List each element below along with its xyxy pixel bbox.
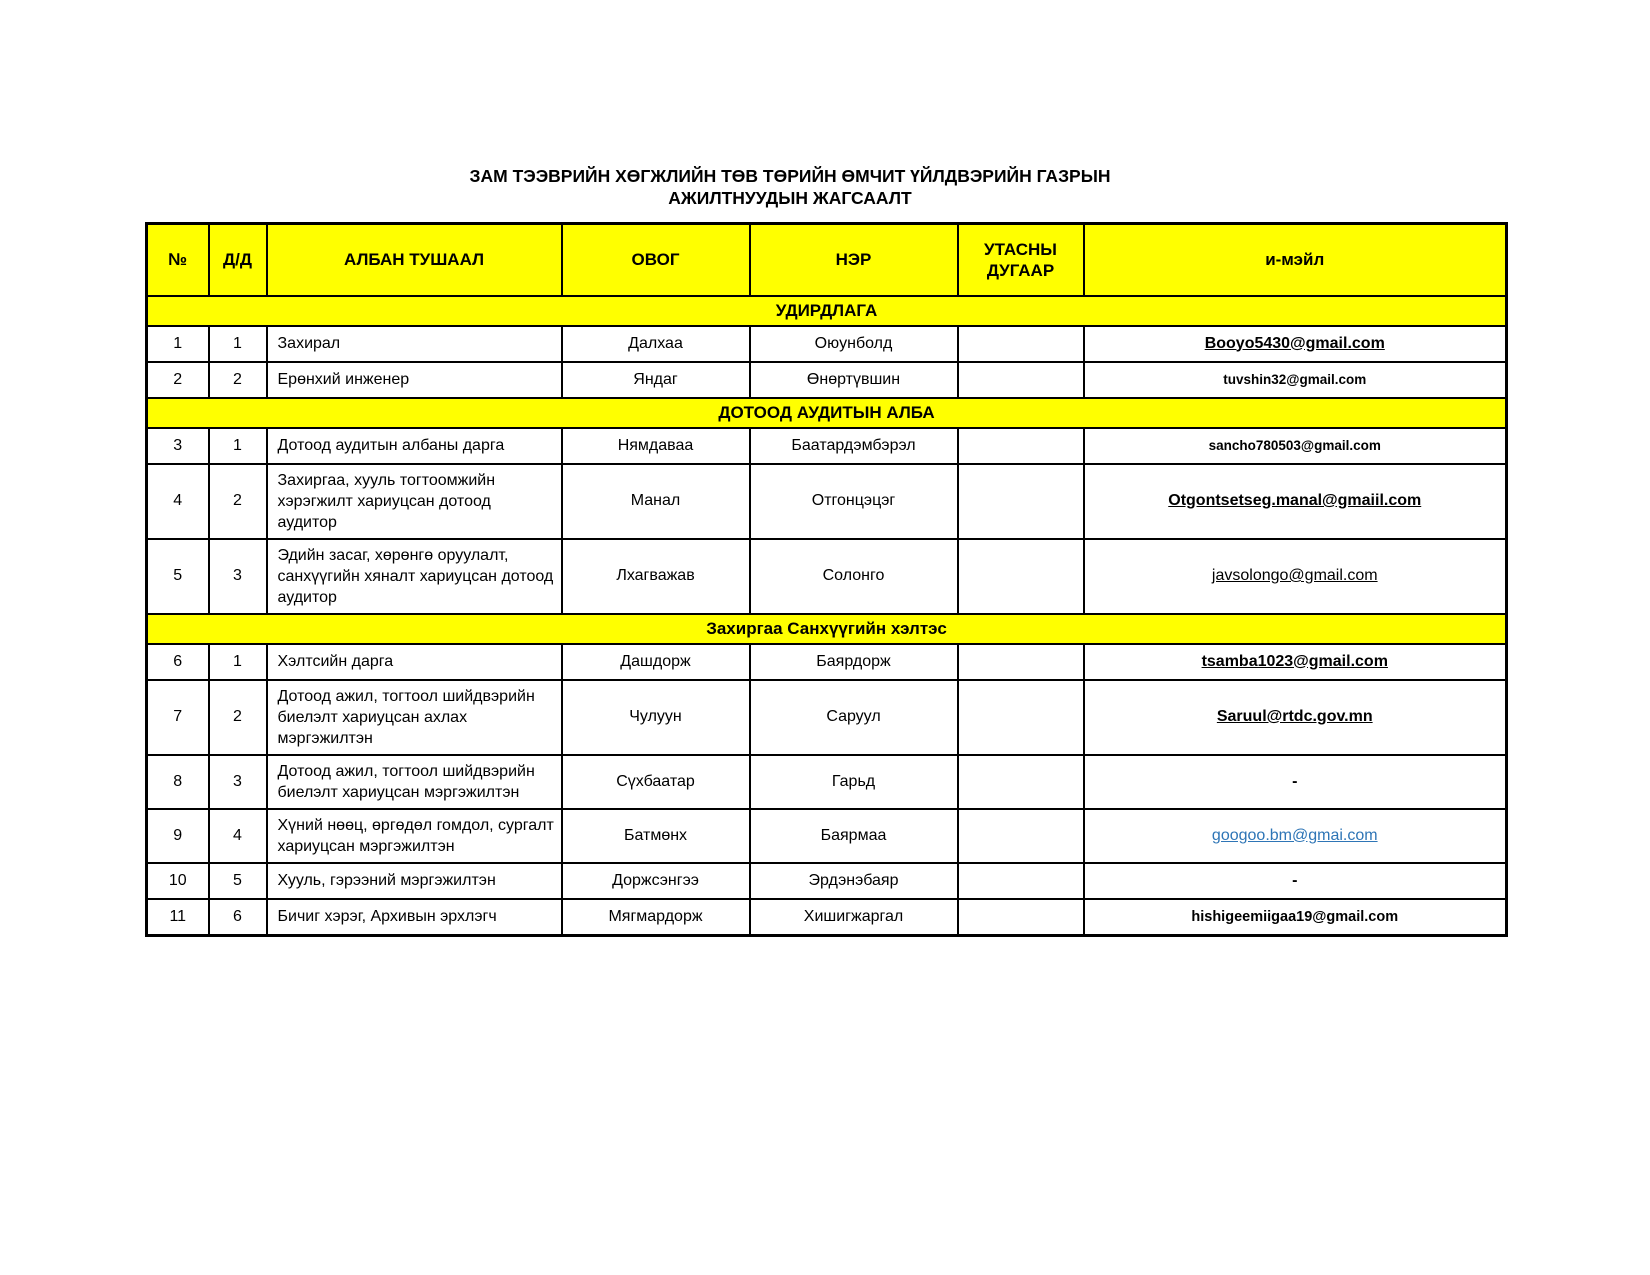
column-header-phone: УТАСНЫ ДУГААР: [958, 224, 1084, 296]
cell-no: 5: [147, 539, 209, 614]
table-row: [147, 464, 1507, 539]
cell-surname: Батмөнх: [562, 809, 750, 863]
cell-email: [1084, 899, 1507, 936]
cell-no: 2: [147, 362, 209, 398]
cell-position: Хууль, гэрээний мэргэжилтэн: [267, 863, 562, 899]
cell-email: [1084, 428, 1507, 464]
cell-no: 9: [147, 809, 209, 863]
cell-name: Саруул: [750, 680, 958, 755]
cell-phone: [958, 863, 1084, 899]
cell-phone: [958, 428, 1084, 464]
section-title: ДОТООД АУДИТЫН АЛБА: [147, 398, 1507, 428]
email-address[interactable]: Otgontsetseg.manal@gmaiil.com: [1168, 492, 1422, 509]
table-row: [147, 362, 1507, 398]
table-body: [147, 296, 1507, 936]
cell-phone: [958, 680, 1084, 755]
cell-email: [1084, 539, 1507, 614]
cell-no: 3: [147, 428, 209, 464]
cell-position: Захиргаа, хууль тогтоомжийн хэрэгжилт хариуцсан дотоод аудитор: [267, 464, 562, 539]
table-row: [147, 428, 1507, 464]
cell-position: Дотоод аудитын албаны дарга: [267, 428, 562, 464]
cell-position: Эдийн засаг, хөрөнгө оруулалт, санхүүгийн хяналт хариуцсан дотоод аудитор: [267, 539, 562, 614]
column-header-surname: ОВОГ: [562, 224, 750, 296]
cell-name: Хишигжаргал: [750, 899, 958, 936]
page-title-line1: ЗАМ ТЭЭВРИЙН ХӨГЖЛИЙН ТӨВ ТӨРИЙН ӨМЧИТ ҮЙЛДВЭРИЙН ГАЗРЫН: [469, 166, 1111, 186]
email-address: sancho780503@gmail.com: [1208, 437, 1381, 453]
cell-dd: 3: [209, 539, 267, 614]
cell-surname: Доржсэнгээ: [562, 863, 750, 899]
section-row-3: [147, 614, 1507, 644]
cell-position: Дотоод ажил, тогтоол шийдвэрийн биелэлт хариуцсан ахлах мэргэжилтэн: [267, 680, 562, 755]
cell-name: Баярдорж: [750, 644, 958, 680]
cell-email: [1084, 362, 1507, 398]
cell-position: Бичиг хэрэг, Архивын эрхлэгч: [267, 899, 562, 936]
cell-phone: [958, 362, 1084, 398]
cell-dd: 5: [209, 863, 267, 899]
cell-surname: Манал: [562, 464, 750, 539]
cell-position: Ерөнхий инженер: [267, 362, 562, 398]
cell-phone: [958, 755, 1084, 809]
cell-name: Эрдэнэбаяр: [750, 863, 958, 899]
cell-email: [1084, 644, 1507, 680]
cell-email: [1084, 863, 1507, 899]
column-header-email: и-мэйл: [1084, 224, 1507, 296]
email-address[interactable]: googoo.bm@gmai.com: [1211, 826, 1378, 844]
email-empty: -: [1292, 871, 1298, 889]
cell-phone: [958, 464, 1084, 539]
cell-surname: Чулуун: [562, 680, 750, 755]
column-header-position: АЛБАН ТУШААЛ: [267, 224, 562, 296]
page-title-line2: АЖИЛТНУУДЫН ЖАГСААЛТ: [668, 188, 912, 208]
section-row-1: [147, 296, 1507, 326]
cell-dd: 2: [209, 362, 267, 398]
table-row: [147, 644, 1507, 680]
cell-dd: 1: [209, 644, 267, 680]
cell-no: 7: [147, 680, 209, 755]
cell-dd: 2: [209, 464, 267, 539]
email-address[interactable]: Booyo5430@gmail.com: [1204, 334, 1385, 352]
cell-surname: Лхагважав: [562, 539, 750, 614]
table-row: [147, 326, 1507, 362]
cell-phone: [958, 899, 1084, 936]
email-address: tuvshin32@gmail.com: [1223, 371, 1367, 387]
cell-phone: [958, 644, 1084, 680]
section-title: УДИРДЛАГА: [147, 296, 1507, 326]
cell-name: Баярмаа: [750, 809, 958, 863]
cell-email: [1084, 809, 1507, 863]
cell-surname: Мягмардорж: [562, 899, 750, 936]
cell-surname: Нямдаваа: [562, 428, 750, 464]
email-address[interactable]: javsolongo@gmail.com: [1211, 567, 1378, 584]
cell-dd: 6: [209, 899, 267, 936]
cell-no: 1: [147, 326, 209, 362]
table-row: [147, 863, 1507, 899]
table-header-row: [147, 224, 1507, 296]
email-empty: -: [1292, 772, 1298, 790]
table-row: [147, 539, 1507, 614]
cell-email: [1084, 755, 1507, 809]
cell-dd: 1: [209, 428, 267, 464]
section-row-2: [147, 398, 1507, 428]
cell-email: [1084, 680, 1507, 755]
section-title: Захиргаа Санхүүгийн хэлтэс: [147, 614, 1507, 644]
cell-no: 4: [147, 464, 209, 539]
cell-position: Дотоод ажил, тогтоол шийдвэрийн биелэлт хариуцсан мэргэжилтэн: [267, 755, 562, 809]
column-header-name: НЭР: [750, 224, 958, 296]
cell-email: [1084, 326, 1507, 362]
cell-name: Отгонцэцэг: [750, 464, 958, 539]
email-address[interactable]: Saruul@rtdc.gov.mn: [1216, 708, 1373, 725]
cell-name: Баатардэмбэрэл: [750, 428, 958, 464]
cell-surname: Далхаа: [562, 326, 750, 362]
cell-name: Солонго: [750, 539, 958, 614]
cell-surname: Сүхбаатар: [562, 755, 750, 809]
page-title: [145, 165, 1435, 209]
cell-dd: 2: [209, 680, 267, 755]
cell-position: Хүний нөөц, өргөдөл гомдол, сургалт хариуцсан мэргэжилтэн: [267, 809, 562, 863]
table-row: [147, 680, 1507, 755]
cell-no: 8: [147, 755, 209, 809]
cell-no: 6: [147, 644, 209, 680]
cell-position: Хэлтсийн дарга: [267, 644, 562, 680]
cell-surname: Яндаг: [562, 362, 750, 398]
cell-phone: [958, 326, 1084, 362]
cell-dd: 3: [209, 755, 267, 809]
cell-phone: [958, 539, 1084, 614]
employee-table: [145, 222, 1508, 937]
table-row: [147, 755, 1507, 809]
table-row: [147, 899, 1507, 936]
cell-phone: [958, 809, 1084, 863]
cell-email: [1084, 464, 1507, 539]
cell-surname: Дашдорж: [562, 644, 750, 680]
email-address[interactable]: tsamba1023@gmail.com: [1201, 652, 1388, 670]
cell-name: Гарьд: [750, 755, 958, 809]
table-row: [147, 809, 1507, 863]
email-address: hishigeemiigaa19@gmail.com: [1191, 908, 1399, 925]
column-header-dd: Д/Д: [209, 224, 267, 296]
cell-name: Оюунболд: [750, 326, 958, 362]
cell-no: 10: [147, 863, 209, 899]
cell-dd: 1: [209, 326, 267, 362]
column-header-no: №: [147, 224, 209, 296]
cell-dd: 4: [209, 809, 267, 863]
cell-name: Өнөртүвшин: [750, 362, 958, 398]
cell-no: 11: [147, 899, 209, 936]
cell-position: Захирал: [267, 326, 562, 362]
